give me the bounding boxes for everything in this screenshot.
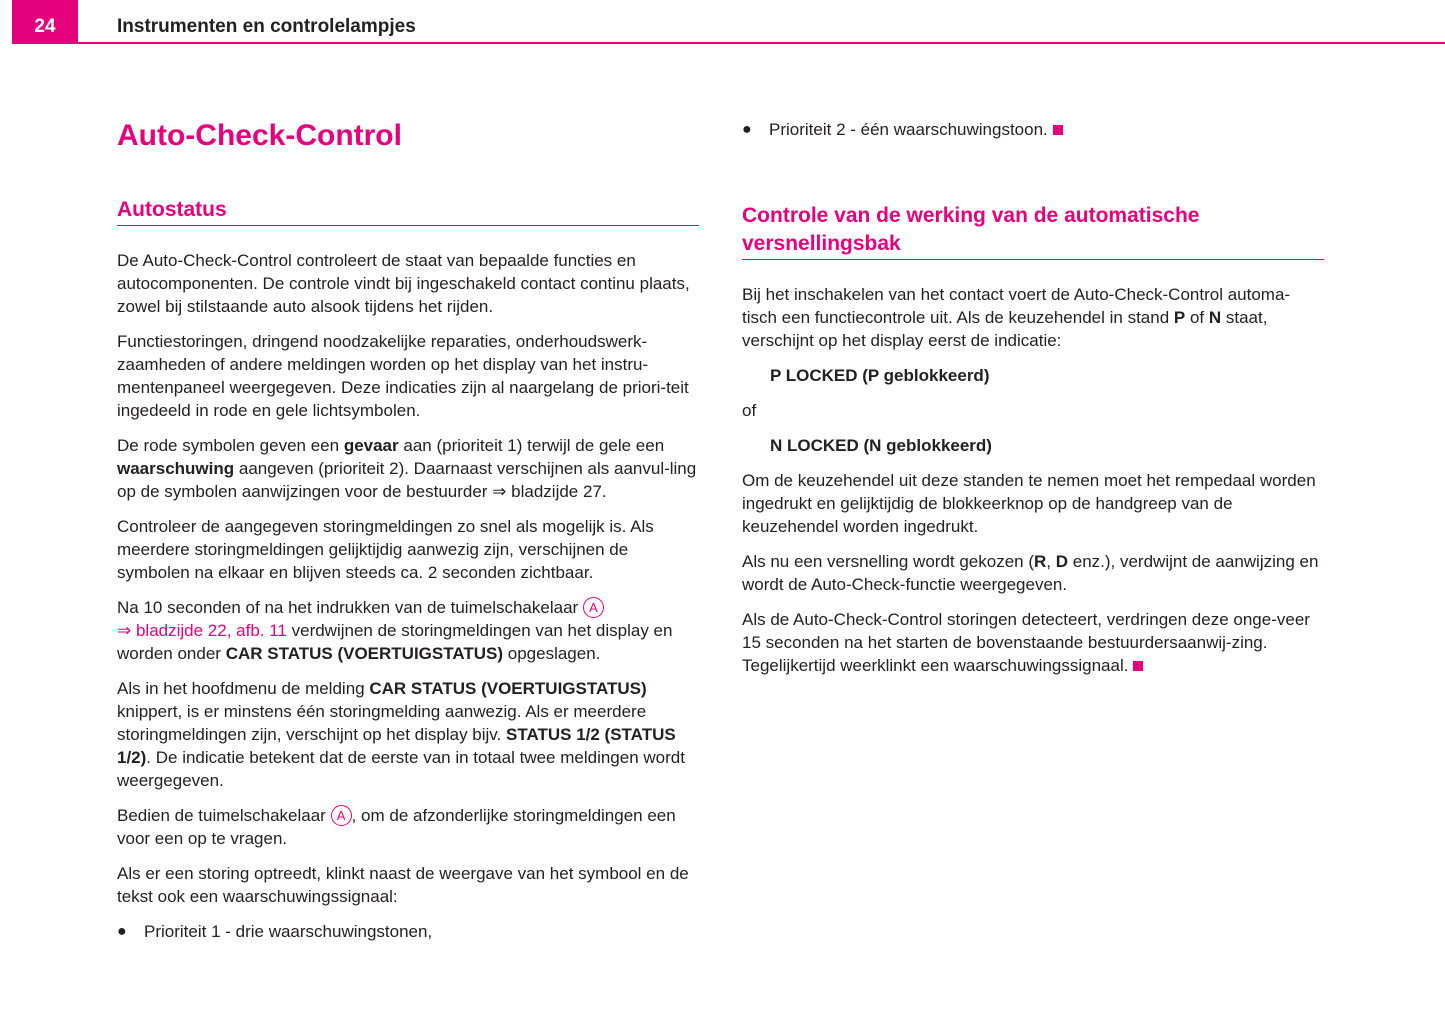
paragraph-ten-seconds: Na 10 seconden of na het indrukken van de tuimelschakelaar A ⇒ bladzijde 22, afb. 11 verdwijnen de storingmeldingen van het display en worden onder CAR STATUS (VOERTUIGSTATUS) opgeslagen. bbox=[117, 598, 673, 663]
paragraph-ignition: Bij het inschakelen van het contact voert de Auto-Check-Control automa-tisch een functiecontrole uit. Als de keuzehendel in stand P of N staat, verschijnt op het display eerst de indicatie: bbox=[742, 285, 1291, 350]
bullet-priority-2: ● Prioriteit 2 - één waarschuwingstoon. bbox=[742, 118, 1324, 141]
page-number: 24 bbox=[34, 16, 56, 37]
end-of-section-icon bbox=[1133, 661, 1143, 671]
bullet-icon: ● bbox=[742, 121, 752, 138]
header-rule bbox=[78, 42, 1445, 44]
right-column bbox=[742, 118, 1324, 689]
paragraph-gear-selected: Als nu een versnelling wordt gekozen (R, D enz.), verdwijnt de aanwijzing en wordt de Auto-Check-functie weergegeven. bbox=[742, 552, 1319, 594]
paragraph-symbols: De rode symbolen geven een gevaar aan (prioriteit 1) terwijl de gele een waarschuwing aangeven (prioriteit 2). Daarnaast verschijnen als aanvul-ling op de symbolen aanwijzingen voor de bestuurder ⇒ bladzijde 27. bbox=[117, 436, 697, 501]
n-locked-indication: N LOCKED (N geblokkeerd) bbox=[770, 436, 992, 455]
bullet-icon: ● bbox=[117, 923, 127, 940]
subtitle-automatic-gearbox: Controle van de werking van de automatische versnellingsbak bbox=[742, 202, 1324, 260]
or-text: of bbox=[742, 401, 757, 420]
paragraph-car-status: Als in het hoofdmenu de melding CAR STATUS (VOERTUIGSTATUS) knippert, is er minstens één storingmelding aanwezig. Als er meerdere storingmeldingen zijn, verschijnt op het display bijv. STATUS 1/2 (STATUS 1/2). De indicatie betekent dat de eerste van in totaal twee meldingen wordt weergegeven. bbox=[117, 679, 685, 790]
paragraph-check-messages: Controleer de aangegeven storingmeldingen zo snel als mogelijk is. Als meerdere storingmeldingen gelijktijdig aanwezig zijn, verschijnen de symbolen na elkaar en blijven steeds ca. 2 seconden zichtbaar. bbox=[117, 517, 654, 582]
page-reference-link[interactable]: ⇒ bladzijde 22, afb. 11 bbox=[117, 621, 287, 640]
paragraph-intro: De Auto-Check-Control controleert de staat van bepaalde functies en autocomponenten. De controle vindt bij ingeschakeld contact continu plaats, zowel bij stilstaande auto alsook tijdens het rijden. bbox=[117, 251, 690, 316]
paragraph-malfunctions: Functiestoringen, dringend noodzakelijke reparaties, onderhoudswerk-zaamheden of andere meldingen worden op het display van het instru-mentenpaneel weergegeven. Deze indicaties zijn al naargelang de priori-teit ingedeeld in rode en gele lichtsymbolen. bbox=[117, 332, 689, 420]
left-column bbox=[117, 118, 699, 943]
bullet-priority-1: ● Prioriteit 1 - drie waarschuwingstonen, bbox=[117, 922, 433, 941]
page-title: Auto-Check-Control bbox=[117, 119, 402, 152]
subtitle-autostatus: Autostatus bbox=[117, 196, 699, 226]
end-of-section-icon bbox=[1053, 125, 1063, 135]
paragraph-brake-pedal: Om de keuzehendel uit deze standen te nemen moet het rempedaal worden ingedrukt en gelijktijdig de blokkeerknop op de handgreep van de keuzehendel worden ingedrukt. bbox=[742, 471, 1316, 536]
page-number-box bbox=[12, 0, 78, 44]
paragraph-rocker-switch: Bedien de tuimelschakelaar A , om de afzonderlijke storingmeldingen een voor een op te vragen. bbox=[117, 806, 676, 848]
paragraph-detects-faults: Als de Auto-Check-Control storingen detecteert, verdringen deze onge-veer 15 seconden na het starten de bovenstaande bestuurdersaanwij-zing. Tegelijkertijd weerklinkt een waarschuwingssignaal. bbox=[742, 610, 1310, 675]
p-locked-indication: P LOCKED (P geblokkeerd) bbox=[770, 366, 990, 385]
section-title: Instrumenten en controlelampjes bbox=[117, 16, 416, 37]
paragraph-warning-signal: Als er een storing optreedt, klinkt naast de weergave van het symbool en de tekst ook een waarschuwingssignaal: bbox=[117, 864, 689, 906]
marker-a-icon: A bbox=[583, 597, 604, 618]
marker-a-icon: A bbox=[331, 805, 352, 826]
